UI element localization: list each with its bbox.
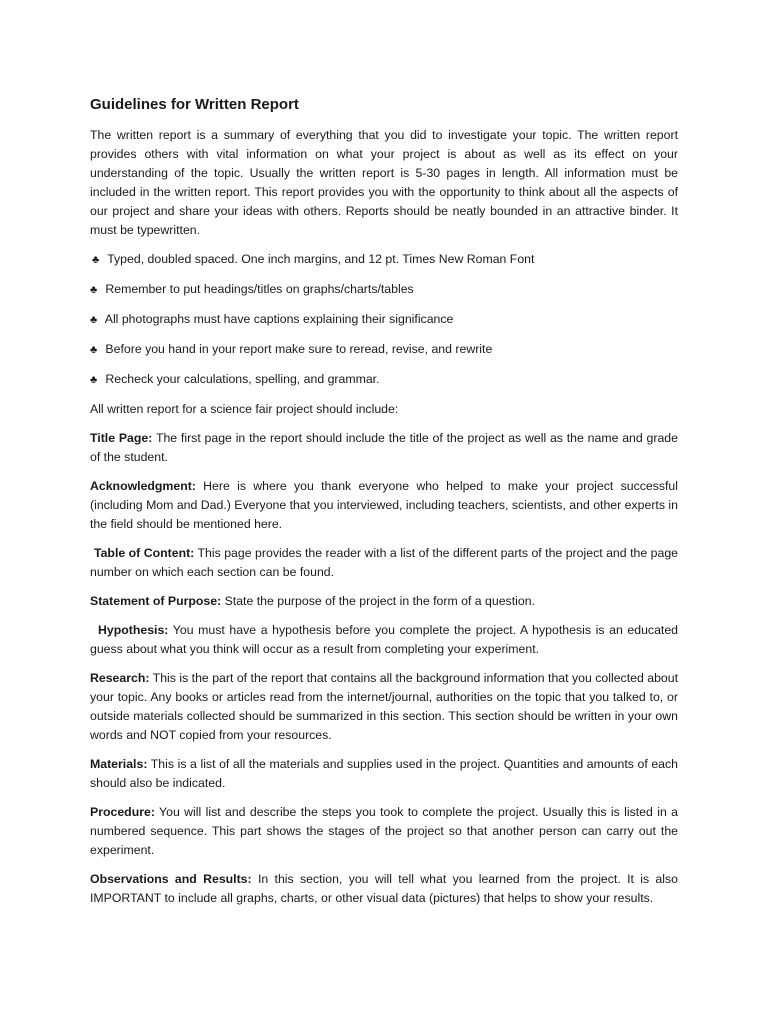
section-label: Hypothesis: [98,623,169,637]
bullet-text: Recheck your calculations, spelling, and grammar. [105,372,380,386]
section-text: State the purpose of the project in the form of a question. [221,594,535,608]
section-label: Title Page: [90,431,153,445]
club-bullet-icon: ♣ [90,374,98,386]
bullet-item [90,250,678,270]
section-label: Statement of Purpose: [90,594,222,608]
section-text: Here is where you thank everyone who helped to make your project successful (including Mom and Dad.) Everyone that you interviewed, including teachers, scientists, and other experts in the field should be mentioned here. [90,479,678,531]
section-label: Materials: [90,757,148,771]
section-label: Table of Content: [94,546,195,560]
section-table-of-content [90,544,678,582]
section-text: You must have a hypothesis before you complete the project. A hypothesis is an educated guess about what you think will occur as a result from completing your experiment. [90,623,678,656]
section-text: You will list and describe the steps you took to complete the project. Usually this is listed in a numbered sequence. This part shows the stages of the project so that another person can carry out the experiment. [90,805,678,857]
section-title-page [90,429,678,467]
section-research [90,669,678,745]
bullet-item [90,310,678,330]
bullet-text: Remember to put headings/titles on graphs/charts/tables [105,282,414,296]
bullet-text: All photographs must have captions explaining their significance [104,312,454,326]
section-label: Procedure: [90,805,155,819]
section-text: This page provides the reader with a list of the different parts of the project and the page number on which each section can be found. [90,546,678,579]
bullet-item [90,280,678,300]
document-title: Guidelines for Written Report [90,96,299,113]
section-text: This is a list of all the materials and supplies used in the project. Quantities and amounts of each should also be indicated. [90,757,678,790]
section-text: The first page in the report should include the title of the project as well as the name and grade of the student. [90,431,678,464]
section-label: Observations and Results: [90,872,252,886]
club-bullet-icon: ♣ [90,344,98,356]
section-text: In this section, you will tell what you learned from the project. It is also IMPORTANT to include all graphs, charts, or other visual data (pictures) that helps to show your results. [90,872,678,905]
section-materials [90,755,678,793]
section-label: Acknowledgment: [90,479,196,493]
club-bullet-icon: ♣ [90,284,98,296]
bullet-item [90,370,678,390]
section-statement-of-purpose [90,592,678,611]
section-procedure [90,803,678,860]
section-text: This is the part of the report that contains all the background information that you collected about your topic. Any books or articles read from the internet/journal, authorities on the topic that you talked to, or outside materials collected should be summarized in this section. This section should be written in your own words and NOT copied from your resources. [90,671,678,742]
bullet-text: Before you hand in your report make sure to reread, revise, and rewrite [105,342,493,356]
intro-paragraph: The written report is a summary of everything that you did to investigate your topic. The written report provides others with vital information on what your project is about as well as its effect on your understanding of the topic. Usually the written report is 5-30 pages in length. All information must be included in the written report. This report provides you with the opportunity to think about all the aspects of our project and share your ideas with others. Reports should be neatly bounded in an attractive binder. It must be typewritten. [90,128,678,237]
section-observations-and-results [90,870,678,908]
section-acknowledgment [90,477,678,534]
bullet-item [90,340,678,360]
club-bullet-icon: ♣ [92,254,100,266]
section-hypothesis [90,621,678,659]
include-intro: All written report for a science fair project should include: [90,402,399,416]
document-page [90,95,678,918]
club-bullet-icon: ♣ [90,314,98,326]
section-label: Research: [90,671,150,685]
bullet-text: Typed, doubled spaced. One inch margins, and 12 pt. Times New Roman Font [107,252,535,266]
